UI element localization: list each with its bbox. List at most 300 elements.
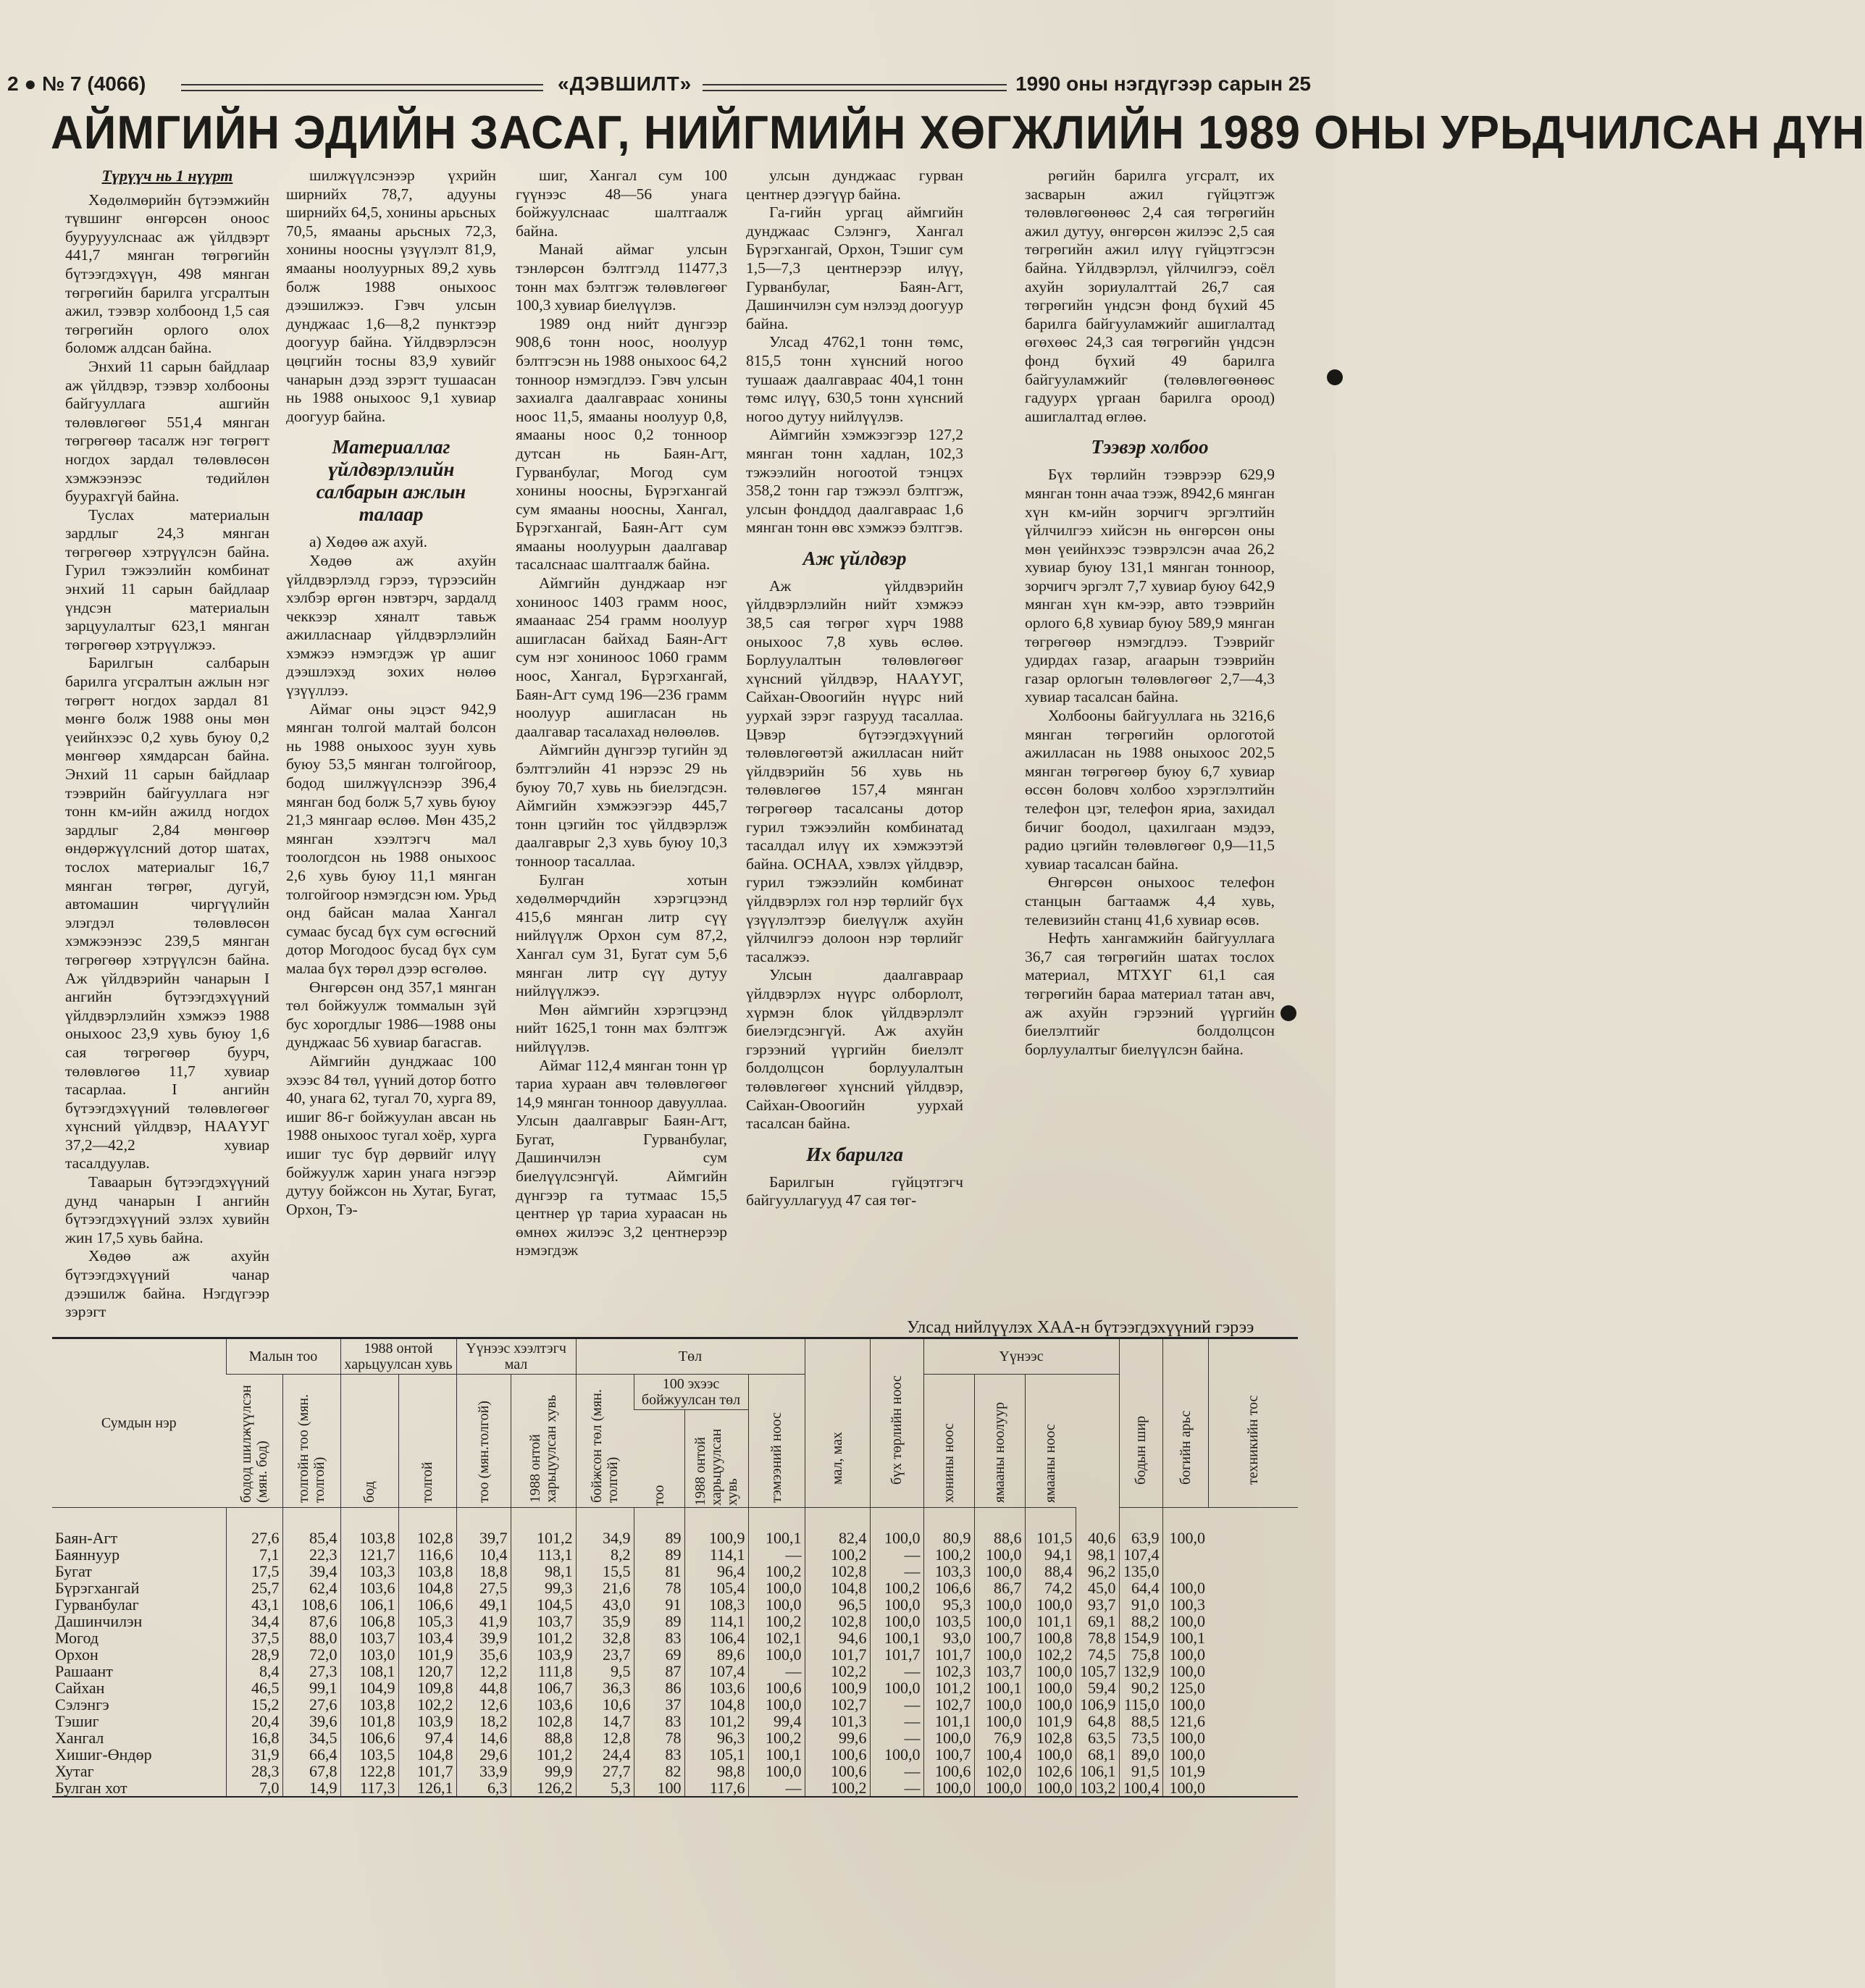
- table-row: [52, 1713, 1298, 1729]
- header-tech-fat: техникийн тос: [1245, 1395, 1262, 1485]
- table-row: [52, 1580, 1298, 1596]
- soum-name-cell: Гурванбулаг: [55, 1595, 139, 1614]
- value-cell: 104,5: [511, 1596, 576, 1613]
- punch-hole: [1281, 1005, 1296, 1021]
- value-cell: 100,0: [748, 1646, 805, 1663]
- value-cell: 100,0: [1162, 1580, 1208, 1596]
- value-cell: 15,5: [576, 1563, 634, 1580]
- paragraph: Хөдөө аж ахуйн бүтээгдэхүүний чанар дээшилж байна. Нэгдүгээр зэрэгт: [65, 1247, 269, 1321]
- value-cell: 100,0: [1025, 1663, 1076, 1679]
- table-row: [52, 1696, 1298, 1713]
- value-cell: 100: [634, 1779, 684, 1797]
- value-cell: 121,7: [340, 1546, 398, 1563]
- article-column-1: [65, 167, 269, 1325]
- value-cell: 100,9: [805, 1679, 870, 1696]
- masthead-rule-left: [181, 84, 543, 91]
- value-cell: 39,4: [282, 1563, 340, 1580]
- value-cell: 102,8: [805, 1613, 870, 1630]
- value-cell: 104,8: [805, 1580, 870, 1596]
- value-cell: 121,6: [1162, 1713, 1208, 1729]
- value-cell: 27,6: [226, 1508, 282, 1547]
- punch-hole: [1327, 369, 1343, 385]
- table-top-caption: Улсад нийлүүлэх ХАА-н бүтээгдэхүүний гэрээ: [907, 1318, 1254, 1337]
- soum-name-cell: Хишиг-Өндөр: [55, 1745, 152, 1763]
- paragraph: шиг, Хангал сум 100 гүүнээс 48—56 унага бойжуулснаас шалтгаалж байна.: [516, 167, 727, 240]
- table-row: [52, 1763, 1298, 1779]
- value-cell: 28,3: [226, 1763, 282, 1779]
- value-cell: 101,1: [923, 1713, 974, 1729]
- value-cell: —: [748, 1546, 805, 1563]
- value-cell: 101,9: [398, 1646, 456, 1663]
- masthead-rule-right: [703, 84, 1007, 91]
- value-cell: 101,7: [923, 1646, 974, 1663]
- soum-name-cell: Бугат: [55, 1562, 92, 1580]
- value-cell: 76,9: [974, 1729, 1025, 1746]
- value-cell: 89,6: [684, 1646, 748, 1663]
- value-cell: 102,7: [805, 1696, 870, 1713]
- paragraph: шилжүүлсэнээр үхрийн ширнийх 78,7, адууны ширнийх 64,5, хонины арьсных 70,5, ямааны арьсных 72,3, хонины ноосны үзүүлэлт 81,9, ямааны ноолуурных 89,2 хувь болж 1988 оныхоос дээшилжээ. Гэвч улсын дунджаас 1,6—8,2 пунктээр доогуур байна. Үйлдвэрлэсэн цөцгийн тосны 83,9 хувийг чанарын дээд зэрэгт тушаасан нь 1988 оныхоос 9,1 хувиар доогуур байна.: [286, 167, 496, 425]
- value-cell: 64,8: [1076, 1713, 1119, 1729]
- value-cell: 100,6: [748, 1679, 805, 1696]
- value-cell: 16,8: [226, 1729, 282, 1746]
- value-cell: 88,8: [511, 1729, 576, 1746]
- value-cell: 103,8: [398, 1563, 456, 1580]
- value-cell: 41,9: [456, 1613, 511, 1630]
- header-compare-1988: 1988 онтой харьцуулсан хувь: [340, 1338, 456, 1375]
- value-cell: 100,1: [748, 1746, 805, 1763]
- value-cell: 98,1: [511, 1563, 576, 1580]
- value-cell: 100,2: [805, 1546, 870, 1563]
- section-subhead: Аж үйлдвэр: [802, 547, 907, 569]
- value-cell: 88,2: [1119, 1613, 1162, 1630]
- value-cell: 100,0: [1025, 1779, 1076, 1797]
- value-cell: 80,9: [923, 1508, 974, 1547]
- value-cell: [1162, 1546, 1208, 1563]
- value-cell: —: [870, 1696, 923, 1713]
- value-cell: 126,2: [511, 1779, 576, 1797]
- value-cell: 100,1: [1162, 1630, 1208, 1646]
- header-livestock-bod: бодод шилжүүлсэн (мян. бод): [238, 1384, 270, 1503]
- paragraph: Барилгын салбарын барилга угсралтын ажлын нэг төгрөгт ногдох зардал 81 мөнгө болж 1988 оны мөн үеийнхээс 0,2 хувь буюу 0,2 мөнгөөр хямдарсан байна. Энхий 11 сарын байдлаар тээврийн байгууллага нэг тонн км-ийн ажилд ногдох зардлыг 2,84 мөнгөөр өндөржүүлсний дотор шатах, тослох материалыг 16,7 мянган төгрөг, дугуй, автомашин чиргүүлийн элэгдэл төлөвлөсөн хэмжээнээс 239,5 мянган төгрөгөөр хэтрүүлсэн байна. Аж үйлдвэрийн чанарын I ангийн бүтээгдэхүүний үйлдвэрлэлийн хэмжээ 1988 оныхоос 23,9 хувь буюу 1,6 сая төгрөгөөр буурч, төлөвлөгөө 11,7 хувиар тасарлаа. I ангийн бүтээгдэхүүний төлөвлөгөөг хүнсний үйлдвэр, НААҮУГ 37,2—42,2 хувиар тасалдуулав.: [65, 654, 269, 1173]
- value-cell: 108,6: [282, 1596, 340, 1613]
- value-cell: 100,0: [974, 1646, 1025, 1663]
- value-cell: 106,6: [923, 1580, 974, 1596]
- value-cell: 7,1: [226, 1546, 282, 1563]
- value-cell: 102,1: [748, 1630, 805, 1646]
- value-cell: 93,7: [1076, 1596, 1119, 1613]
- value-cell: 94,1: [1025, 1546, 1076, 1563]
- value-cell: 14,7: [576, 1713, 634, 1729]
- value-cell: 25,7: [226, 1580, 282, 1596]
- value-cell: 103,6: [511, 1696, 576, 1713]
- header-small-skin: богийн арьс: [1177, 1410, 1194, 1485]
- value-cell: 88,4: [1025, 1563, 1076, 1580]
- value-cell: 24,4: [576, 1746, 634, 1763]
- value-cell: 100,2: [748, 1729, 805, 1746]
- value-cell: 100,0: [1162, 1663, 1208, 1679]
- value-cell: 102,8: [805, 1563, 870, 1580]
- value-cell: 35,9: [576, 1613, 634, 1630]
- value-cell: 100,0: [1025, 1679, 1076, 1696]
- value-cell: 89: [634, 1508, 684, 1547]
- value-cell: 100,0: [870, 1746, 923, 1763]
- value-cell: 86: [634, 1679, 684, 1696]
- value-cell: 86,7: [974, 1580, 1025, 1596]
- value-cell: 74,5: [1076, 1646, 1119, 1663]
- value-cell: 105,4: [684, 1580, 748, 1596]
- value-cell: 101,3: [805, 1713, 870, 1729]
- soum-name-cell: Орхон: [55, 1645, 99, 1664]
- value-cell: 100,2: [805, 1779, 870, 1797]
- value-cell: 27,3: [282, 1663, 340, 1679]
- paragraph: Холбооны байгууллага нь 3216,6 мянган төгрөгийн орлоготой ажилласан нь 1988 оныхоос 202,5 мянган төгрөгөөр буюу 6,7 хувиар өссөн боловч холбоо хэрэглэлтийн телефон цэг, телефон яриа, захидал бичиг боодол, цахилгаан мэдээ, радио цэгийн төлөвлөгөөг 0,9—11,5 хувиар тасалсан байна.: [1025, 707, 1275, 873]
- value-cell: 91,5: [1119, 1763, 1162, 1779]
- value-cell: 83: [634, 1746, 684, 1763]
- header-of-which: Үүнээс: [923, 1338, 1119, 1375]
- value-cell: 95,3: [923, 1596, 974, 1613]
- table-row: [52, 1546, 1298, 1563]
- value-cell: 101,2: [511, 1630, 576, 1646]
- paragraph: улсын дунджаас гурван центнер дээгүүр байна.: [746, 167, 963, 203]
- value-cell: 104,9: [340, 1679, 398, 1696]
- value-cell: 89,0: [1119, 1746, 1162, 1763]
- value-cell: 111,8: [511, 1663, 576, 1679]
- article-headline: АЙМГИЙН ЭДИЙН ЗАСАГ, НИЙГМИЙН ХӨГЖЛИЙН 1989 ОНЫ УРЬДЧИЛСАН ДҮН: [51, 106, 1865, 159]
- value-cell: 91: [634, 1596, 684, 1613]
- value-cell: 100,0: [748, 1580, 805, 1596]
- value-cell: —: [870, 1779, 923, 1797]
- value-cell: 96,5: [805, 1596, 870, 1613]
- soum-name-cell: Баян-Агт: [55, 1529, 118, 1547]
- value-cell: 43,1: [226, 1596, 282, 1613]
- value-cell: 91,0: [1119, 1596, 1162, 1613]
- value-cell: 72,0: [282, 1646, 340, 1663]
- paragraph: Аймаг оны эцэст 942,9 мянган толгой малтай болсон нь 1988 оныхоос зуун хувь буюу 53,5 мянган толгойгоор, бодод шилжүүлснээр 396,4 мянган бод болж 5,7 хувь буюу 21,3 мянгаар өслөө. Мөн 435,2 мянган хээлтэгч мал тоологдсон нь 1988 оныхоос 2,6 хувь буюу 11,1 мянган толгойгоор нэмэгдсэн юм. Урьд онд байсан малаа Хангал сумаас бусад бүх сум өсгөсний дотор Могодоос бусад бүх сум малаа бүх төрөл дээр өсгөлөө.: [286, 700, 496, 977]
- soum-name-cell: Дашинчилэн: [55, 1612, 143, 1630]
- value-cell: 100,0: [974, 1563, 1025, 1580]
- value-cell: 67,8: [282, 1763, 340, 1779]
- value-cell: —: [870, 1729, 923, 1746]
- value-cell: 27,5: [456, 1580, 511, 1596]
- value-cell: 89: [634, 1613, 684, 1630]
- value-cell: 87: [634, 1663, 684, 1679]
- paragraph: Улсад 4762,1 тонн төмс, 815,5 тонн хүнсний ногоо тушааж даалгавраас 404,1 тонн төмс илүү, 630,5 тонн хүнсний ногоо дутуу нийлүүлэв.: [746, 333, 963, 425]
- value-cell: 132,9: [1119, 1663, 1162, 1679]
- soum-name-cell: Хангал: [55, 1729, 104, 1747]
- value-cell: 31,9: [226, 1746, 282, 1763]
- value-cell: 100,0: [1162, 1508, 1208, 1547]
- soum-name-cell: Хутаг: [55, 1762, 94, 1780]
- value-cell: 100,0: [974, 1546, 1025, 1563]
- value-cell: 39,6: [282, 1713, 340, 1729]
- value-cell: 101,7: [870, 1646, 923, 1663]
- value-cell: —: [870, 1763, 923, 1779]
- value-cell: —: [870, 1546, 923, 1563]
- value-cell: 93,0: [923, 1630, 974, 1646]
- table-row: [52, 1508, 1298, 1547]
- value-cell: 135,0: [1119, 1563, 1162, 1580]
- value-cell: 103,7: [340, 1630, 398, 1646]
- value-cell: 100,0: [974, 1696, 1025, 1713]
- value-cell: 101,9: [1162, 1763, 1208, 1779]
- value-cell: 83: [634, 1630, 684, 1646]
- value-cell: —: [748, 1779, 805, 1797]
- value-cell: 100,1: [974, 1679, 1025, 1696]
- value-cell: 103,9: [398, 1713, 456, 1729]
- value-cell: 37,5: [226, 1630, 282, 1646]
- value-cell: 114,1: [684, 1613, 748, 1630]
- header-sheep-wool: хонины ноос: [941, 1422, 957, 1503]
- value-cell: 88,0: [282, 1630, 340, 1646]
- value-cell: 32,8: [576, 1630, 634, 1646]
- value-cell: 100,0: [923, 1779, 974, 1797]
- value-cell: 88,6: [974, 1508, 1025, 1547]
- value-cell: 12,6: [456, 1696, 511, 1713]
- value-cell: 101,1: [1025, 1613, 1076, 1630]
- value-cell: 39,7: [456, 1508, 511, 1547]
- value-cell: 64,4: [1119, 1580, 1162, 1596]
- soum-name-cell: Тэшиг: [55, 1712, 99, 1730]
- value-cell: 88,5: [1119, 1713, 1162, 1729]
- value-cell: 103,8: [340, 1696, 398, 1713]
- section-subhead: Их барилга: [805, 1143, 904, 1165]
- value-cell: 100,0: [974, 1596, 1025, 1613]
- soum-name-cell: Могод: [55, 1629, 99, 1647]
- value-cell: 100,0: [974, 1779, 1025, 1797]
- value-cell: 99,4: [748, 1713, 805, 1729]
- value-cell: 100,0: [748, 1596, 805, 1613]
- value-cell: 10,4: [456, 1546, 511, 1563]
- value-cell: 22,3: [282, 1546, 340, 1563]
- value-cell: 101,2: [923, 1679, 974, 1696]
- value-cell: 6,3: [456, 1779, 511, 1797]
- value-cell: 101,7: [805, 1646, 870, 1663]
- value-cell: —: [870, 1663, 923, 1679]
- paragraph: Барилгын гүйцэтгэгч байгууллагууд 47 сая төг-: [746, 1173, 963, 1209]
- value-cell: 100,9: [684, 1508, 748, 1547]
- value-cell: 100,6: [923, 1763, 974, 1779]
- value-cell: 103,4: [398, 1630, 456, 1646]
- value-cell: 5,3: [576, 1779, 634, 1797]
- statistics-table: [52, 1337, 1298, 1798]
- paragraph: Туслах материалын зардлыг 24,3 мянган төгрөгөөр хэтрүүлсэн байна. Гурил тэжээлийн комбинат энхий 11 сарын байдлаар үндсэн материалын зарцуулалтыг 623,1 мянган төгрөгөөр хэтрүүлжээ.: [65, 506, 269, 653]
- article-column-4: [746, 167, 963, 1325]
- value-cell: 107,4: [1119, 1546, 1162, 1563]
- value-cell: 106,4: [684, 1630, 748, 1646]
- value-cell: 34,4: [226, 1613, 282, 1630]
- value-cell: 35,6: [456, 1646, 511, 1663]
- value-cell: —: [748, 1663, 805, 1679]
- value-cell: 96,3: [684, 1729, 748, 1746]
- value-cell: 154,9: [1119, 1630, 1162, 1646]
- value-cell: 100,2: [748, 1563, 805, 1580]
- value-cell: 37: [634, 1696, 684, 1713]
- value-cell: 99,1: [282, 1679, 340, 1696]
- header-per100-count: тоо: [650, 1485, 667, 1506]
- value-cell: 7,0: [226, 1779, 282, 1797]
- value-cell: 105,3: [398, 1613, 456, 1630]
- value-cell: 100,7: [974, 1630, 1025, 1646]
- table-row: [52, 1646, 1298, 1663]
- table-row: [52, 1613, 1298, 1630]
- value-cell: 103,2: [1076, 1779, 1119, 1797]
- value-cell: 100,0: [1162, 1613, 1208, 1630]
- value-cell: 102,2: [398, 1696, 456, 1713]
- value-cell: 100,0: [1162, 1696, 1208, 1713]
- value-cell: 8,4: [226, 1663, 282, 1679]
- value-cell: 102,8: [398, 1508, 456, 1547]
- header-goat-wool: ямааны ноос: [1042, 1423, 1059, 1503]
- value-cell: 114,1: [684, 1546, 748, 1563]
- value-cell: 96,2: [1076, 1563, 1119, 1580]
- statistics-table-block: [52, 1318, 1298, 1798]
- value-cell: 108,1: [340, 1663, 398, 1679]
- value-cell: 100,6: [805, 1763, 870, 1779]
- value-cell: 103,0: [340, 1646, 398, 1663]
- paragraph: Аймгийн дунджаар нэг хониноос 1403 грамм ноос, ямаанаас 254 грамм ноолуур ашигласан байхад Баян-Агт сум нэг хониноос 1060 грамм ноос, Хангал, Бүрэгхангай, Баян-Агт сумд 196—236 грамм ноолуур ашигласан нь даалгавар тасалахад нөлөөлөв.: [516, 574, 727, 740]
- table-row: [52, 1630, 1298, 1646]
- table-row: [52, 1563, 1298, 1580]
- value-cell: 104,8: [398, 1746, 456, 1763]
- value-cell: 100,0: [1162, 1646, 1208, 1663]
- value-cell: 100,0: [748, 1763, 805, 1779]
- value-cell: 100,0: [870, 1508, 923, 1547]
- value-cell: 100,8: [1025, 1630, 1076, 1646]
- value-cell: 101,2: [511, 1746, 576, 1763]
- value-cell: 18,2: [456, 1713, 511, 1729]
- header-livestock: Малын тоо: [226, 1338, 340, 1375]
- paragraph: 1989 онд нийт дүнгээр 908,6 тонн ноос, ноолуур бэлтгэсэн нь 1988 оныхоос 64,2 тонноор нэмэгдлээ. Гэвч улсын захиалга даалгавраас хонины ноос 11,5, ямааны ноолуур 0,8, ямааны ноос 0,2 тонноор дутсан нь Баян-Агт, Гурванбулаг, Могод сум хонины ноосны, Бүрэгхангай сум ямааны ноосны, Хангал, Бүрэгхангай, Баян-Агт сум ямааны ноолуурын даалгавар тасалснаас шалтгаалж байна.: [516, 314, 727, 574]
- value-cell: 10,6: [576, 1696, 634, 1713]
- value-cell: 103,7: [511, 1613, 576, 1630]
- page-issue-number: 2 ● № 7 (4066): [7, 72, 146, 95]
- paragraph: Га-гийн ургац аймгийн дунджаас Сэлэнгэ, Хангал Бүрэгхангай, Орхон, Тэшиг сум 1,5—7,3 центнерээр илүү, Гурванбулаг, Баян-Агт, Дашинчилэн сум нэлээд доогуур байна.: [746, 204, 963, 332]
- soum-name-cell: Рашаант: [55, 1662, 113, 1680]
- paragraph: Аж үйлдвэрийн үйлдвэрлэлийн нийт хэмжээ 38,5 сая төгрөг хүрч 1988 оныхоос 7,8 хувь өслөө. Борлуулалтын төлөвлөгөөг хүнсний үйлдвэр, НААҮУГ, Сайхан-Овоогийн нүүрс ний уурхай зэрэг газрууд тасаллаа. Цэвэр бүтээгдэхүүний төлөвлөгөөтэй ажилласан нийт үйлдвэрийн 56 хувь нь төлөвлөгөө 157,4 мянган төгрөгөөр тасалсаны дотор гурил тэжээлийн комбинатад тасалдал илүү их хэмжээтэй байна. ОСНАА, хэвлэх үйлдвэр, гурил тэжээлийн комбинат үйлдвэрлэх гол нэр төрлийг бүх үзүүлэлтээр биелүүлж ахуйн үйлчилгээ долоон нэр төрлийг тасалжээ.: [746, 576, 963, 965]
- value-cell: 14,6: [456, 1729, 511, 1746]
- paragraph: Нефть хангамжийн байгууллага 36,7 сая төгрөгийн шатах тослох материал, МТХҮГ 61,1 сая төгрөгийн бараа материал татан авч, аж ахуйн гэрээний үүргийн биелэлтийг болдолцсон борлуулалтыг биелүүлсэн байна.: [1025, 929, 1275, 1058]
- header-soum: Сумдын нэр: [52, 1338, 226, 1508]
- value-cell: 15,2: [226, 1696, 282, 1713]
- value-cell: 105,1: [684, 1746, 748, 1763]
- paragraph: Өнгөрсөн оныхоос телефон станцын багтаамж 4,4 хувь, телевизийн станц 41,6 хувиар өсөв.: [1025, 873, 1275, 928]
- value-cell: 106,7: [511, 1679, 576, 1696]
- header-livestock-head: толгойн тоо (мян. толгой): [296, 1393, 327, 1503]
- value-cell: 102,8: [511, 1713, 576, 1729]
- value-cell: 101,9: [1025, 1713, 1076, 1729]
- soum-name-cell: Бүрэгхангай: [55, 1579, 140, 1597]
- value-cell: 100,4: [1119, 1779, 1162, 1797]
- value-cell: 49,1: [456, 1596, 511, 1613]
- paragraph: рөгийн барилга угсралт, их засварын ажил гүйцэтгэж төлөвлөгөөнөөс 2,4 сая төгрөгийн ажил дутуу, өнгөрсөн жилээс 2,5 сая төгрөгийн ажил илүү гүйцэтгэсэн байна. Үйлдвэрлэл, үйлчилгээ, соёл ахуйн зориулалттай 26,7 сая төгрөгийн үндсэн фонд бүхий 45 барилга байгууламжийг ашиглалтад өгөхөөс 24,3 сая төгрөгийн үндсэн фонд бүхий 49 барилга байгууламжийг (төлөвлөгөөнөөс гадуурх үргаан барилга ороод) ашиглалтад өглөө.: [1025, 167, 1275, 425]
- value-cell: 100,0: [870, 1596, 923, 1613]
- value-cell: 69: [634, 1646, 684, 1663]
- paragraph: Аймгийн дунджаас 100 эхээс 84 төл, үүний дотор ботго 40, унага 62, тугал 70, хурга 89, ишиг 86-г бойжуулан авсан нь 1988 оныхоос тугал хоёр, хурга ишиг тус бүр дөрвийг илүү бойжуулж харин унага нэгээр дутуу бойжсон нь Хутаг, Бугат, Орхон, Тэ-: [286, 1052, 496, 1218]
- value-cell: 96,4: [684, 1563, 748, 1580]
- table-row: [52, 1596, 1298, 1613]
- value-cell: 103,6: [340, 1580, 398, 1596]
- value-cell: 99,6: [805, 1729, 870, 1746]
- value-cell: 12,8: [576, 1729, 634, 1746]
- value-cell: 34,5: [282, 1729, 340, 1746]
- table-row: [52, 1729, 1298, 1746]
- value-cell: 29,6: [456, 1746, 511, 1763]
- value-cell: 106,1: [340, 1596, 398, 1613]
- value-cell: 106,6: [398, 1596, 456, 1613]
- article-column-3: [516, 167, 727, 1325]
- header-cmp-head: толгой: [419, 1461, 435, 1503]
- header-cattle-hide: бодын шир: [1133, 1415, 1149, 1485]
- value-cell: 108,3: [684, 1596, 748, 1613]
- value-cell: 100,0: [1025, 1596, 1076, 1613]
- value-cell: 100,3: [1162, 1596, 1208, 1613]
- value-cell: 117,3: [340, 1779, 398, 1797]
- value-cell: 100,1: [870, 1630, 923, 1646]
- value-cell: [1162, 1563, 1208, 1580]
- value-cell: 103,9: [511, 1646, 576, 1663]
- header-cmp-bod: бод: [361, 1480, 377, 1503]
- value-cell: 90,2: [1119, 1679, 1162, 1696]
- value-cell: 100,0: [1025, 1696, 1076, 1713]
- value-cell: 106,1: [1076, 1763, 1119, 1779]
- value-cell: 14,9: [282, 1779, 340, 1797]
- value-cell: 100,6: [805, 1746, 870, 1763]
- paragraph: Таваарын бүтээгдэхүүний дунд чанарын I ангийн бүтээгдэхүүний эзлэх хувийн жин 17,5 хувь байна.: [65, 1173, 269, 1246]
- value-cell: 36,3: [576, 1679, 634, 1696]
- paragraph: Аймгийн дүнгээр тугийн эд бэлтгэлийн 41 нэрээс 29 нь буюу 70,7 хувь нь биелэгдсэн. Аймгийн хэмжээгээр 445,7 тонн цэгийн тос үйлдвэрлэж даалгаврыг 2,3 хувь буюу 10,3 тонноор тасаллаа.: [516, 741, 727, 870]
- header-per-100: 100 эхээс бойжуулсан төл: [634, 1375, 748, 1410]
- header-camel-wool: тэмээний ноос: [768, 1412, 785, 1503]
- soum-name-cell: Баяннуур: [55, 1545, 120, 1564]
- value-cell: 68,1: [1076, 1746, 1119, 1763]
- value-cell: 120,7: [398, 1663, 456, 1679]
- paragraph: Хөдөө аж ахуйн үйлдвэрлэлд гэрээ, түрээсийн хэлбэр өргөн нэвтэрч, зардалд чеккээр хяналт тавьж ажиллаcнаар үйлдвэрлэлийн хэмжээ нэмэгдэж үр ашиг дээшлэхэд зохих нөлөө үзүүллээ.: [286, 551, 496, 700]
- paragraph: Улсын даалгавраар үйлдвэрлэх нүүрс олборлолт, хүрмэн блок үйлдвэрлэлт биелэгдсэнгүй. Аж ахуйн гэрээний үүргийн биелэлт болдолцсон борлуулалтын төлөвлөгөөг хүнсний үйлдвэр, Сайхан-Овоогийн уурхай тасалсан байна.: [746, 966, 963, 1133]
- value-cell: 21,6: [576, 1580, 634, 1596]
- value-cell: 99,9: [511, 1763, 576, 1779]
- value-cell: 17,5: [226, 1563, 282, 1580]
- value-cell: 113,1: [511, 1546, 576, 1563]
- header-breeding-pct: 1988 онтой харьцуулсан хувь: [527, 1394, 559, 1503]
- value-cell: 23,7: [576, 1646, 634, 1663]
- value-cell: 102,7: [923, 1696, 974, 1713]
- value-cell: 103,6: [684, 1679, 748, 1696]
- paragraph: а) Хөдөө аж ахуй.: [309, 533, 428, 551]
- value-cell: 78: [634, 1729, 684, 1746]
- value-cell: 75,8: [1119, 1646, 1162, 1663]
- header-young-raised: бойжсон төл (мян. толгой): [589, 1388, 621, 1503]
- paragraph: Бүх төрлийн тээврээр 629,9 мянган тонн ачаа тээж, 8942,6 мянган хүн км-ийн зорчигч эргэлтийн үйлчилгээ хийсэн нь өнгөрсөн оны мөн үеийнхээс тээврэлсэн ачаа 26,2 хувиар буюу 131,1 мянган тонноор, зорчигч эргэлт 7,7 хувиар буюу 642,9 мянган хүн км-ээр, авто тээврийн орлого 6,8 хувиар буюу 589,9 мянган төгрөгөөр нэмэгдлээ. Тээврийг удирдах газар, агаарын тээврийн газар орлогын төлөвлөгөөг 2,7—4,3 хувиар тасалсан байна.: [1025, 466, 1275, 706]
- table-row: [52, 1746, 1298, 1763]
- value-cell: 33,9: [456, 1763, 511, 1779]
- newspaper-name: «ДЭВШИЛТ»: [558, 72, 692, 95]
- value-cell: 20,4: [226, 1713, 282, 1729]
- table-row: [52, 1779, 1298, 1797]
- value-cell: 27,7: [576, 1763, 634, 1779]
- value-cell: 103,7: [974, 1663, 1025, 1679]
- paragraph: Аймаг 112,4 мянган тонн үр тариа хураан авч төлөвлөгөөг 14,9 мянган тонноор давууллаа. Улсын даалгаврыг Баян-Агт, Бугат, Гурванбулаг, Дашинчилэн сум биелүүлсэнгүй. Аймгийн дүнгээр га тутмаас 15,5 центнер үр тариа хураасан нь өмнөх жилээс 3,2 центнерээр нэмэгдэж: [516, 1056, 727, 1259]
- soum-name-cell: Булган хот: [55, 1779, 127, 1797]
- value-cell: 100,7: [923, 1746, 974, 1763]
- header-breeding: Үүнээс хээлтэгч мал: [456, 1338, 576, 1375]
- value-cell: 103,3: [923, 1563, 974, 1580]
- value-cell: 103,3: [340, 1563, 398, 1580]
- value-cell: 104,8: [684, 1696, 748, 1713]
- value-cell: —: [870, 1563, 923, 1580]
- value-cell: 100,2: [748, 1613, 805, 1630]
- value-cell: 73,5: [1119, 1729, 1162, 1746]
- value-cell: 102,6: [1025, 1763, 1076, 1779]
